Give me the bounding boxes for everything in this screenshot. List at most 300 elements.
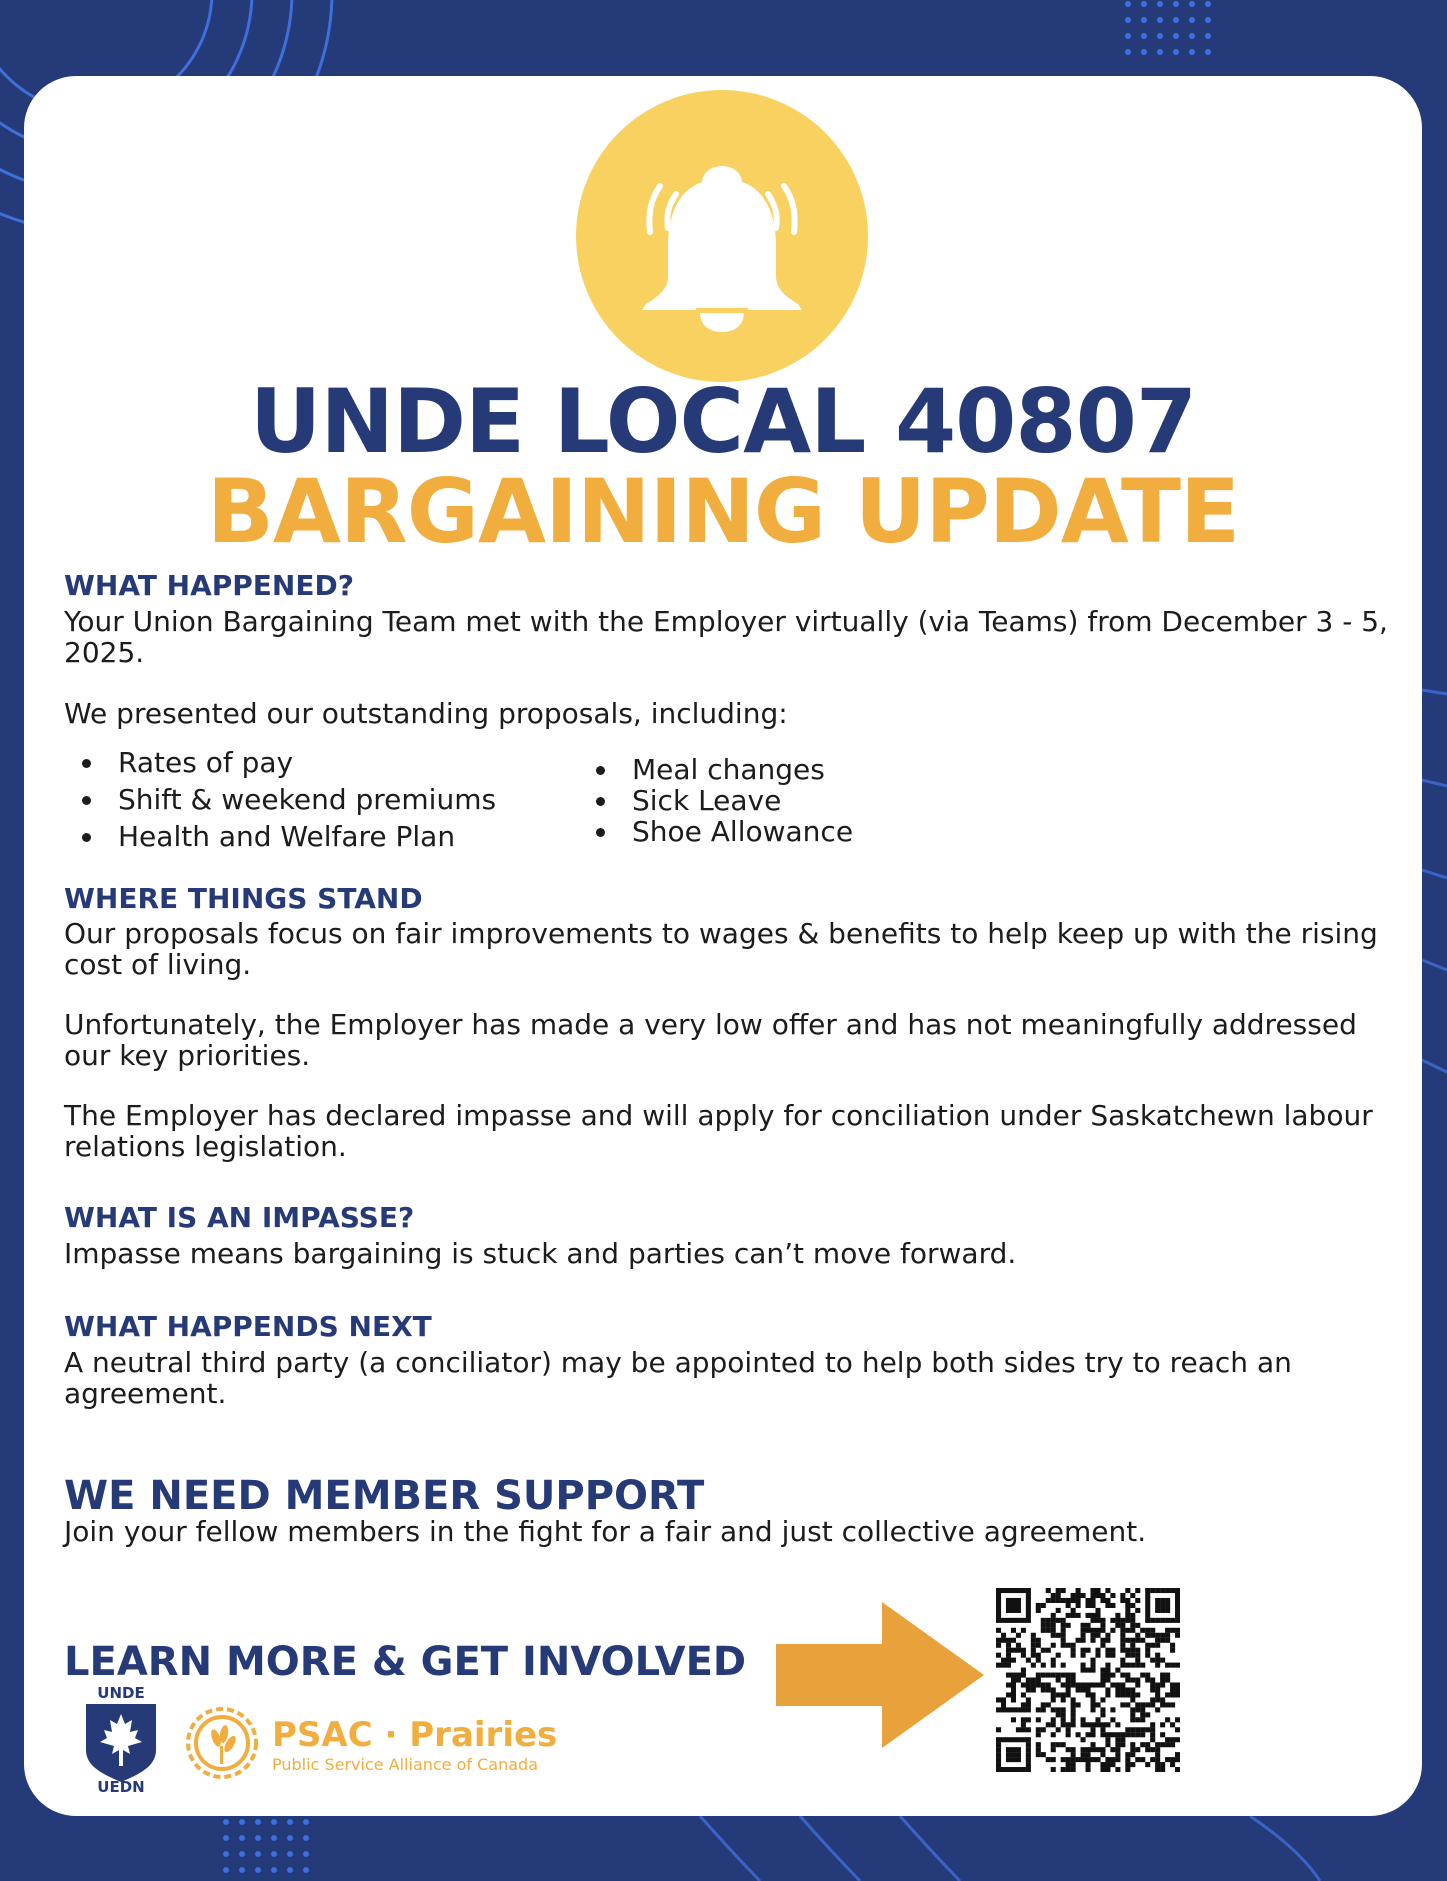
qr-module — [1100, 1767, 1105, 1772]
qr-module — [1066, 1603, 1071, 1608]
qr-module — [1125, 1678, 1130, 1683]
decor-dot — [255, 1851, 261, 1857]
qr-module — [1115, 1668, 1120, 1673]
qr-module — [1026, 1752, 1031, 1757]
qr-module — [1120, 1648, 1125, 1653]
qr-module — [1145, 1593, 1150, 1598]
decor-dot — [223, 1835, 229, 1841]
qr-module — [1071, 1752, 1076, 1757]
title-bargaining-update: BARGAINING UPDATE — [206, 460, 1240, 563]
qr-module — [996, 1762, 1001, 1767]
qr-module — [1071, 1747, 1076, 1752]
qr-module — [1090, 1722, 1095, 1727]
qr-module — [1031, 1638, 1036, 1643]
qr-module — [1170, 1757, 1175, 1762]
decor-dot — [287, 1819, 293, 1825]
qr-module — [1046, 1628, 1051, 1633]
qr-module — [1130, 1618, 1135, 1623]
qr-module — [1011, 1673, 1016, 1678]
qr-module — [1051, 1722, 1056, 1727]
qr-module — [1071, 1712, 1076, 1717]
qr-module — [1006, 1598, 1011, 1603]
qr-module — [1110, 1593, 1115, 1598]
qr-module — [1100, 1623, 1105, 1628]
qr-module — [1026, 1742, 1031, 1747]
qr-module — [1090, 1747, 1095, 1752]
qr-module — [1135, 1598, 1140, 1603]
qr-module — [1051, 1742, 1056, 1747]
qr-module — [1140, 1717, 1145, 1722]
qr-module — [1105, 1737, 1110, 1742]
qr-module — [1001, 1633, 1006, 1638]
decor-dot — [303, 1819, 309, 1825]
qr-module — [1165, 1618, 1170, 1623]
where-things-stand-text-3: The Employer has declared impasse and will apply for conciliation under Saskatchewn labour relations legislation. — [64, 1099, 1373, 1163]
qr-module — [1056, 1678, 1061, 1683]
decor-dot — [239, 1867, 245, 1873]
bell-icon — [576, 90, 868, 382]
qr-module — [1175, 1608, 1180, 1613]
qr-module — [1140, 1702, 1145, 1707]
qr-module — [1130, 1727, 1135, 1732]
impasse-text: Impasse means bargaining is stuck and parties can’t move forward. — [64, 1237, 1017, 1270]
qr-module — [1090, 1633, 1095, 1638]
qr-module — [996, 1608, 1001, 1613]
qr-module — [1175, 1613, 1180, 1618]
qr-module — [1071, 1593, 1076, 1598]
qr-module — [1051, 1707, 1056, 1712]
qr-module — [1011, 1618, 1016, 1623]
qr-module — [1115, 1623, 1120, 1628]
qr-module — [1011, 1687, 1016, 1692]
qr-module — [1135, 1653, 1140, 1658]
qr-module — [1100, 1712, 1105, 1717]
qr-module — [1011, 1697, 1016, 1702]
qr-module — [1051, 1658, 1056, 1663]
qr-module — [1130, 1643, 1135, 1648]
qr-module — [996, 1643, 1001, 1648]
qr-module — [1115, 1767, 1120, 1772]
qr-module — [1175, 1692, 1180, 1697]
qr-module — [1160, 1598, 1165, 1603]
qr-module — [1095, 1593, 1100, 1598]
qr-module — [1071, 1767, 1076, 1772]
qr-module — [1071, 1673, 1076, 1678]
qr-module — [1160, 1658, 1165, 1663]
decor-dot — [271, 1867, 277, 1873]
qr-module — [1006, 1673, 1011, 1678]
qr-module — [1090, 1757, 1095, 1762]
qr-module — [1001, 1767, 1006, 1772]
decor-dot — [239, 1835, 245, 1841]
qr-module — [1130, 1663, 1135, 1668]
qr-module — [1086, 1762, 1091, 1767]
qr-module — [1036, 1658, 1041, 1663]
qr-module — [996, 1707, 1001, 1712]
qr-module — [1090, 1668, 1095, 1673]
qr-module — [1155, 1752, 1160, 1757]
qr-module — [1100, 1598, 1105, 1603]
qr-module — [1071, 1643, 1076, 1648]
qr-module — [1061, 1707, 1066, 1712]
qr-module — [1056, 1692, 1061, 1697]
qr-module — [1095, 1682, 1100, 1687]
qr-module — [1006, 1752, 1011, 1757]
qr-module — [1026, 1707, 1031, 1712]
qr-module — [1130, 1623, 1135, 1628]
qr-module — [1016, 1707, 1021, 1712]
qr-module — [1140, 1727, 1145, 1732]
qr-module — [1051, 1623, 1056, 1628]
qr-module — [1100, 1673, 1105, 1678]
qr-module — [1056, 1598, 1061, 1603]
qr-module — [1006, 1757, 1011, 1762]
qr-module — [1155, 1692, 1160, 1697]
qr-module — [1165, 1663, 1170, 1668]
qr-module — [1016, 1598, 1021, 1603]
qr-module — [1175, 1633, 1180, 1638]
qr-module — [1125, 1653, 1130, 1658]
decor-dot — [1189, 33, 1195, 39]
qr-module — [1105, 1722, 1110, 1727]
qr-module — [1150, 1687, 1155, 1692]
qr-module — [1100, 1593, 1105, 1598]
qr-module — [1140, 1742, 1145, 1747]
qr-module — [1026, 1608, 1031, 1613]
qr-module — [1016, 1752, 1021, 1757]
qr-module — [1130, 1613, 1135, 1618]
qr-module — [1041, 1682, 1046, 1687]
qr-module — [1150, 1737, 1155, 1742]
qr-module — [1056, 1653, 1061, 1658]
qr-module — [1095, 1757, 1100, 1762]
proposals-list-left — [64, 744, 496, 855]
proposals-intro: We presented our outstanding proposals, including: — [64, 697, 788, 730]
qr-module — [1135, 1678, 1140, 1683]
qr-module — [1170, 1737, 1175, 1742]
qr-module — [1016, 1727, 1021, 1732]
qr-module — [1081, 1722, 1086, 1727]
qr-module — [1105, 1633, 1110, 1638]
unde-logo — [80, 1684, 162, 1794]
qr-module — [1100, 1747, 1105, 1752]
decor-dot — [223, 1819, 229, 1825]
qr-module — [1125, 1648, 1130, 1653]
unde-logo-top-text: UNDE — [97, 1684, 145, 1702]
qr-module — [1165, 1603, 1170, 1608]
qr-module — [1115, 1613, 1120, 1618]
qr-module — [1081, 1747, 1086, 1752]
qr-module — [1160, 1638, 1165, 1643]
qr-module — [1175, 1663, 1180, 1668]
qr-module — [1125, 1613, 1130, 1618]
qr-module — [1140, 1712, 1145, 1717]
qr-module — [1036, 1727, 1041, 1732]
qr-module — [1120, 1682, 1125, 1687]
qr-module — [1170, 1648, 1175, 1653]
qr-module — [1105, 1663, 1110, 1668]
qr-module — [1071, 1678, 1076, 1683]
qr-module — [1041, 1702, 1046, 1707]
qr-module — [1165, 1737, 1170, 1742]
qr-module — [1155, 1638, 1160, 1643]
qr-module — [1041, 1673, 1046, 1678]
qr-module — [1066, 1732, 1071, 1737]
qr-module — [1011, 1682, 1016, 1687]
qr-module — [1150, 1643, 1155, 1648]
qr-module — [996, 1752, 1001, 1757]
qr-module — [1071, 1707, 1076, 1712]
qr-module — [1041, 1618, 1046, 1623]
qr-module — [1071, 1598, 1076, 1603]
qr-module — [1086, 1767, 1091, 1772]
qr-module — [1061, 1633, 1066, 1638]
qr-module — [1095, 1653, 1100, 1658]
qr-module — [1130, 1593, 1135, 1598]
qr-module — [996, 1727, 1001, 1732]
qr-module — [1170, 1628, 1175, 1633]
heading-what-happens-next: WHAT HAPPENDS NEXT — [64, 1310, 432, 1343]
qr-module — [1120, 1638, 1125, 1643]
qr-module — [996, 1618, 1001, 1623]
qr-module — [1130, 1712, 1135, 1717]
qr-module — [1145, 1653, 1150, 1658]
qr-module — [996, 1663, 1001, 1668]
qr-module — [1145, 1588, 1150, 1593]
qr-module — [1135, 1692, 1140, 1697]
qr-module — [1165, 1742, 1170, 1747]
qr-module — [1150, 1727, 1155, 1732]
qr-module — [1115, 1732, 1120, 1737]
qr-module — [1081, 1668, 1086, 1673]
decor-dot — [1125, 1, 1131, 7]
qr-module — [1160, 1732, 1165, 1737]
decor-dot — [1205, 1, 1211, 7]
qr-module — [1130, 1747, 1135, 1752]
qr-module — [1011, 1692, 1016, 1697]
qr-module — [1016, 1767, 1021, 1772]
heading-member-support: WE NEED MEMBER SUPPORT — [64, 1473, 705, 1519]
qr-module — [1076, 1593, 1081, 1598]
qr-module — [1006, 1608, 1011, 1613]
qr-module — [1021, 1702, 1026, 1707]
qr-module — [1001, 1658, 1006, 1663]
decor-dot — [1157, 49, 1163, 55]
qr-module — [1100, 1762, 1105, 1767]
qr-module — [1071, 1717, 1076, 1722]
qr-module — [1125, 1608, 1130, 1613]
qr-module — [1081, 1752, 1086, 1757]
qr-module — [1160, 1618, 1165, 1623]
psac-prairies-logo — [180, 1698, 600, 1788]
qr-module — [1051, 1692, 1056, 1697]
qr-module — [1036, 1717, 1041, 1722]
heading-where-things-stand: WHERE THINGS STAND — [64, 882, 423, 915]
qr-module — [1135, 1588, 1140, 1593]
qr-module — [1120, 1593, 1125, 1598]
qr-module — [996, 1598, 1001, 1603]
qr-module — [1095, 1717, 1100, 1722]
qr-module — [1036, 1608, 1041, 1613]
qr-module — [1150, 1658, 1155, 1663]
unde-logo-bottom-text: UEDN — [97, 1778, 145, 1794]
qr-module — [1076, 1598, 1081, 1603]
qr-module — [1061, 1638, 1066, 1643]
qr-module — [1061, 1712, 1066, 1717]
qr-module — [1125, 1767, 1130, 1772]
qr-module — [1086, 1747, 1091, 1752]
qr-module — [1105, 1757, 1110, 1762]
qr-module — [996, 1628, 1001, 1633]
qr-module — [1076, 1757, 1081, 1762]
psac-name: PSAC · Prairies — [272, 1715, 558, 1755]
qr-module — [1130, 1638, 1135, 1643]
qr-module — [1036, 1752, 1041, 1757]
qr-module — [1051, 1618, 1056, 1623]
qr-module — [1031, 1682, 1036, 1687]
qr-module — [1036, 1673, 1041, 1678]
qr-module — [1026, 1737, 1031, 1742]
qr-module — [1061, 1663, 1066, 1668]
qr-module — [1175, 1628, 1180, 1633]
qr-module — [1100, 1668, 1105, 1673]
qr-module — [1081, 1737, 1086, 1742]
qr-module — [1011, 1608, 1016, 1613]
qr-module — [1001, 1588, 1006, 1593]
decor-dot — [223, 1867, 229, 1873]
qr-module — [1081, 1628, 1086, 1633]
decor-dot — [1141, 33, 1147, 39]
qr-module — [1120, 1673, 1125, 1678]
qr-module — [1081, 1717, 1086, 1722]
qr-module — [1031, 1678, 1036, 1683]
qr-module — [996, 1613, 1001, 1618]
qr-module — [1006, 1638, 1011, 1643]
qr-module — [1006, 1603, 1011, 1608]
qr-module — [1056, 1608, 1061, 1613]
qr-module — [1125, 1628, 1130, 1633]
decor-dot — [1125, 49, 1131, 55]
qr-module — [1145, 1608, 1150, 1613]
qr-module — [1120, 1658, 1125, 1663]
psac-subtitle: Public Service Alliance of Canada — [272, 1755, 538, 1774]
qr-module — [1130, 1628, 1135, 1633]
qr-module — [1090, 1618, 1095, 1623]
qr-module — [1095, 1722, 1100, 1727]
qr-module — [1026, 1588, 1031, 1593]
qr-module — [1046, 1648, 1051, 1653]
qr-module — [1170, 1663, 1175, 1668]
qr-module — [1076, 1603, 1081, 1608]
qr-module — [1165, 1673, 1170, 1678]
qr-module — [1110, 1682, 1115, 1687]
qr-module — [996, 1737, 1001, 1742]
qr-module — [1026, 1697, 1031, 1702]
qr-module — [1086, 1682, 1091, 1687]
qr-module — [1090, 1603, 1095, 1608]
qr-module — [1145, 1747, 1150, 1752]
qr-module — [1125, 1692, 1130, 1697]
qr-module — [1071, 1722, 1076, 1727]
qr-module — [1155, 1757, 1160, 1762]
qr-module — [1026, 1598, 1031, 1603]
qr-module — [1016, 1648, 1021, 1653]
qr-module — [1086, 1752, 1091, 1757]
qr-module — [1081, 1653, 1086, 1658]
qr-module — [1026, 1762, 1031, 1767]
qr-module — [1001, 1737, 1006, 1742]
qr-module — [1160, 1608, 1165, 1613]
qr-module — [1165, 1588, 1170, 1593]
qr-module — [1046, 1702, 1051, 1707]
qr-module — [1016, 1603, 1021, 1608]
qr-module — [1175, 1687, 1180, 1692]
qr-module — [1071, 1702, 1076, 1707]
qr-module — [1066, 1623, 1071, 1628]
qr-module — [1051, 1593, 1056, 1598]
qr-module — [1086, 1603, 1091, 1608]
qr-module — [1076, 1613, 1081, 1618]
qr-module — [1140, 1732, 1145, 1737]
list-item: Sick Leave — [578, 785, 853, 816]
qr-module — [1125, 1732, 1130, 1737]
qr-module — [1066, 1757, 1071, 1762]
qr-module — [1095, 1618, 1100, 1623]
qr-code-icon[interactable] — [996, 1588, 1180, 1772]
qr-module — [1145, 1603, 1150, 1608]
qr-module — [1046, 1757, 1051, 1762]
qr-module — [1061, 1767, 1066, 1772]
qr-module — [1175, 1757, 1180, 1762]
qr-module — [1125, 1673, 1130, 1678]
qr-module — [1160, 1633, 1165, 1638]
heading-what-happened: WHAT HAPPENED? — [64, 569, 354, 602]
qr-module — [1165, 1717, 1170, 1722]
decor-dot — [1173, 49, 1179, 55]
qr-module — [1086, 1648, 1091, 1653]
qr-module — [1026, 1727, 1031, 1732]
qr-module — [1110, 1707, 1115, 1712]
qr-module — [1036, 1707, 1041, 1712]
qr-module — [1115, 1687, 1120, 1692]
qr-module — [1051, 1687, 1056, 1692]
qr-module — [996, 1603, 1001, 1608]
qr-module — [1135, 1658, 1140, 1663]
qr-module — [1090, 1682, 1095, 1687]
qr-module — [1100, 1682, 1105, 1687]
qr-module — [1150, 1682, 1155, 1687]
qr-module — [1016, 1737, 1021, 1742]
decor-dot — [255, 1867, 261, 1873]
qr-module — [1086, 1598, 1091, 1603]
qr-module — [1125, 1752, 1130, 1757]
qr-module — [1105, 1638, 1110, 1643]
qr-module — [1051, 1628, 1056, 1633]
what-happened-text: Your Union Bargaining Team met with the Employer virtually (via Teams) from December 3 - 5, 2025. — [64, 605, 1388, 669]
qr-module — [1100, 1722, 1105, 1727]
qr-module — [1036, 1747, 1041, 1752]
qr-module — [1155, 1653, 1160, 1658]
qr-module — [1130, 1717, 1135, 1722]
qr-module — [1120, 1618, 1125, 1623]
qr-module — [1011, 1638, 1016, 1643]
qr-module — [1130, 1603, 1135, 1608]
qr-module — [1076, 1702, 1081, 1707]
qr-module — [1150, 1588, 1155, 1593]
qr-module — [1170, 1687, 1175, 1692]
qr-module — [1076, 1682, 1081, 1687]
qr-module — [1115, 1742, 1120, 1747]
